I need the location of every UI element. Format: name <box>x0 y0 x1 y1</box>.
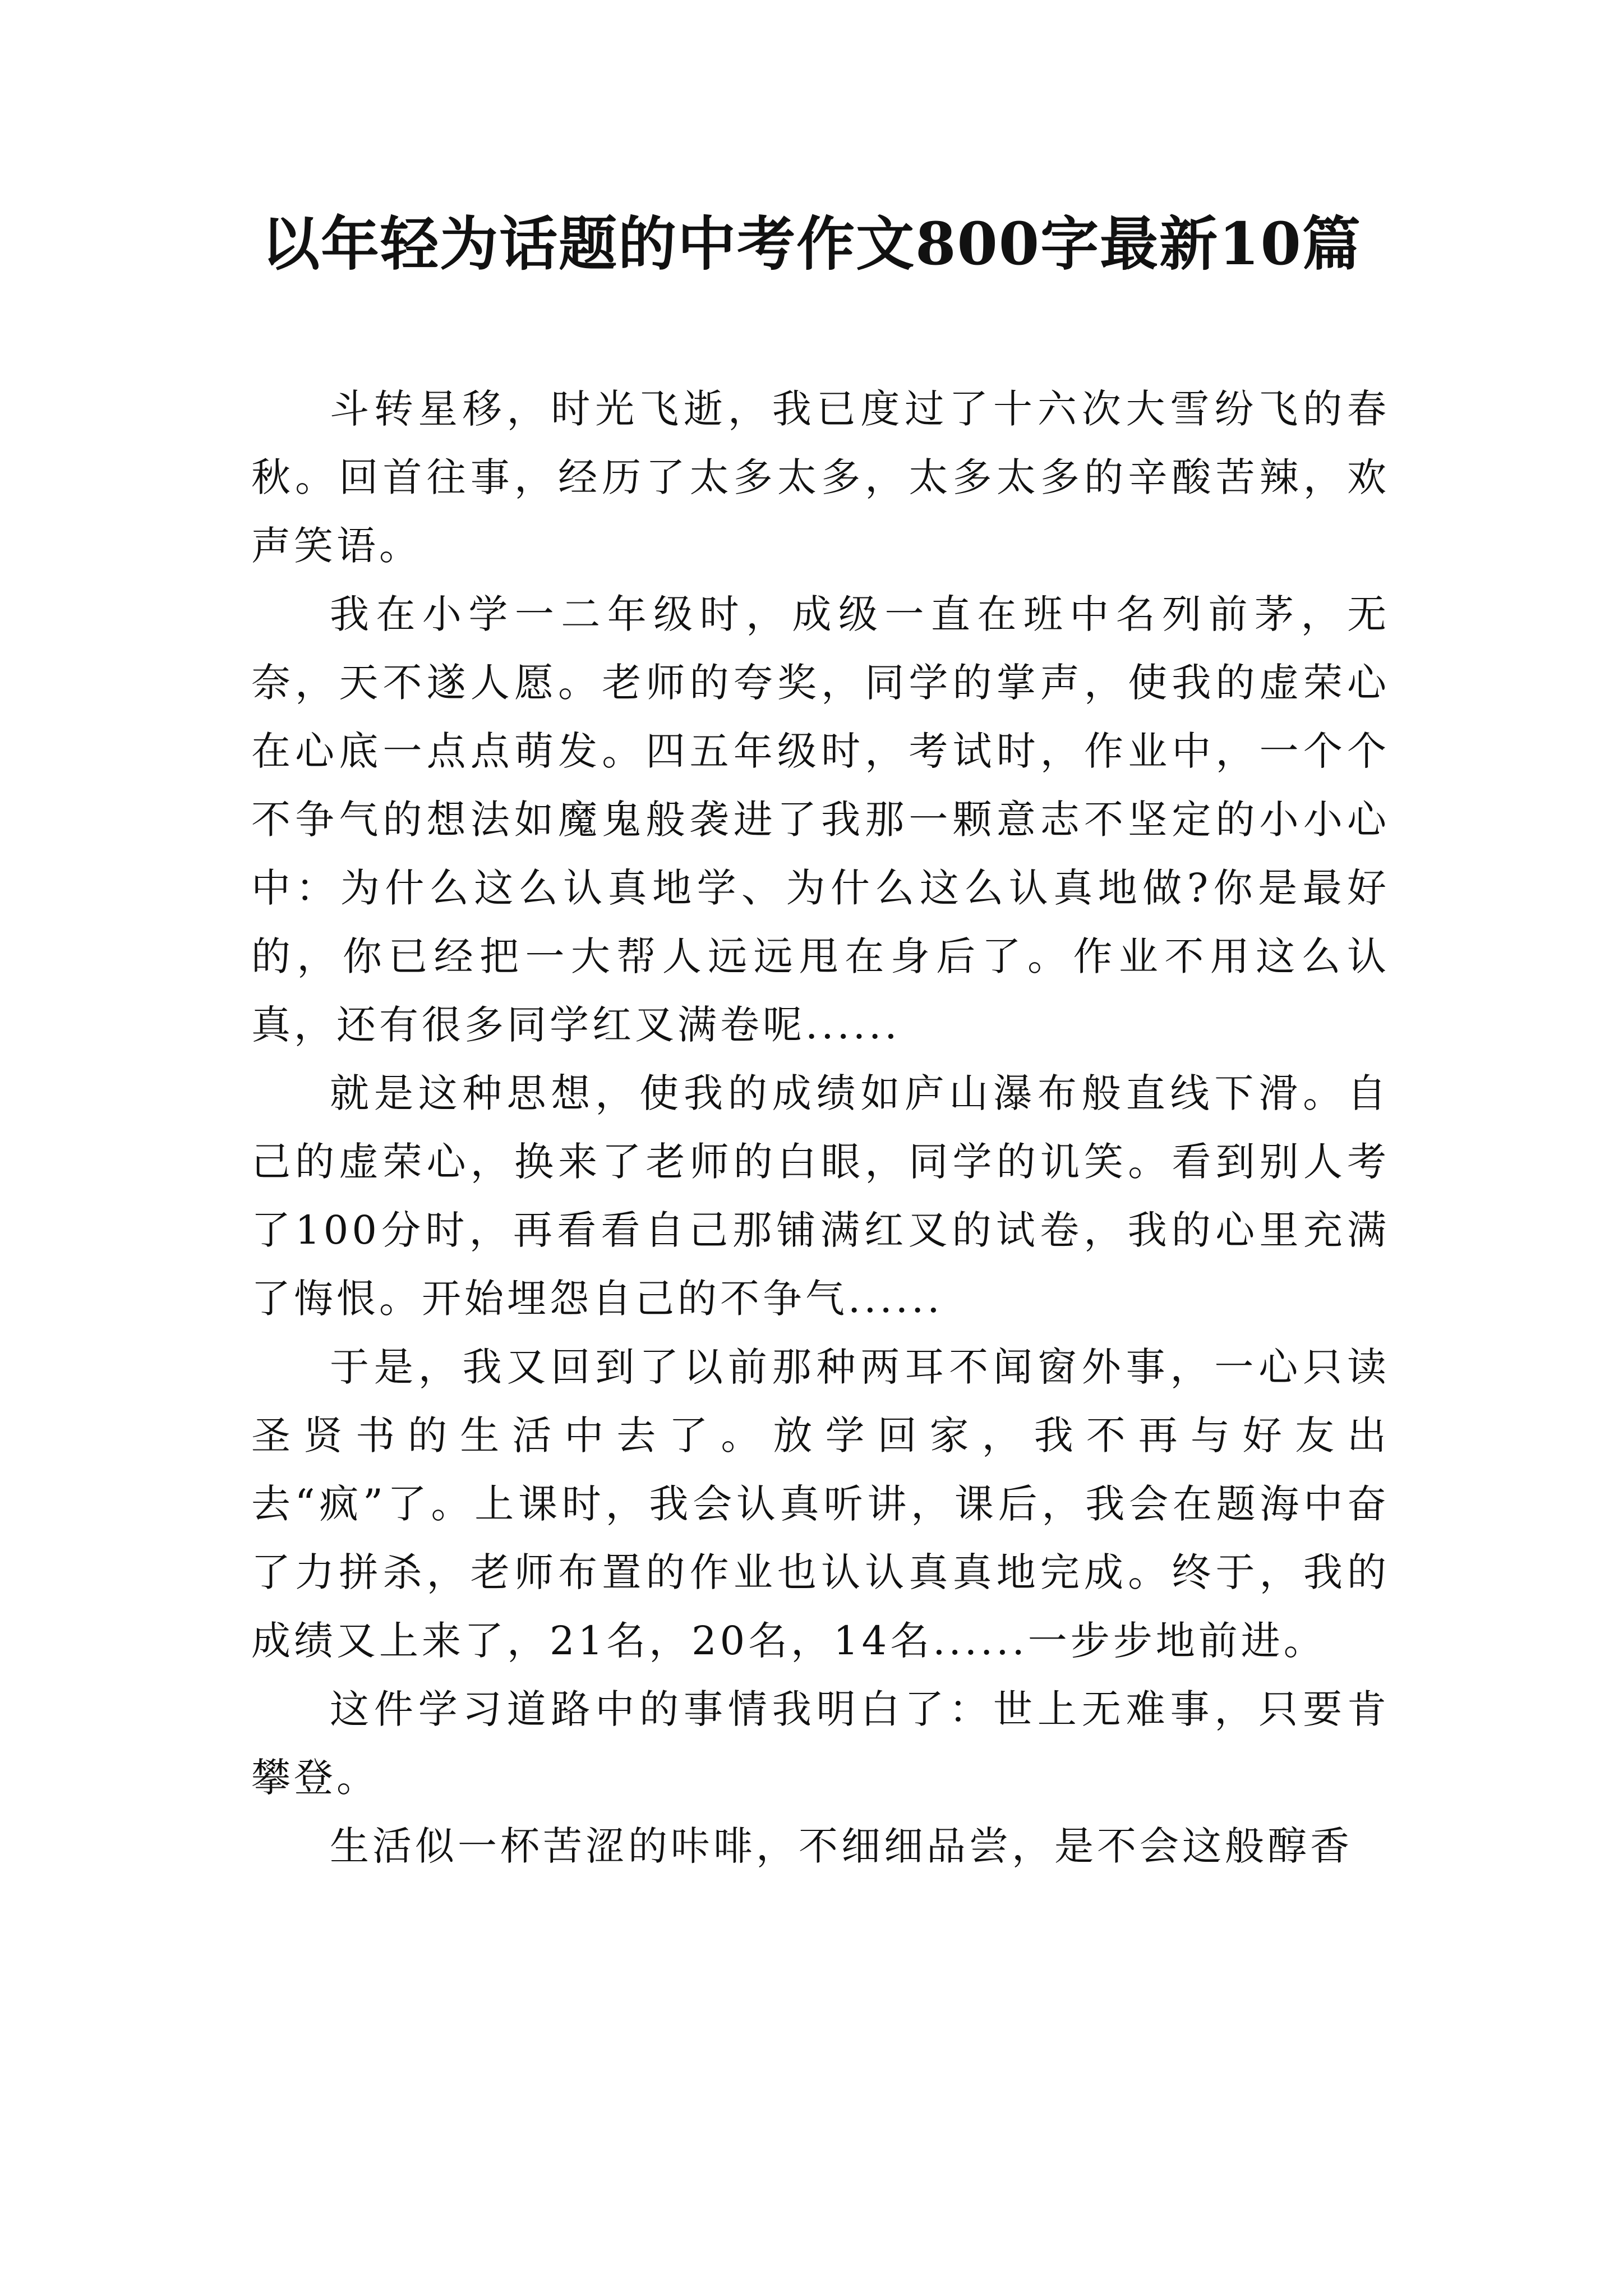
paragraph-2: 我在小学一二年级时，成级一直在班中名列前茅，无奈，天不遂人愿。老师的夸奖，同学的掌声，使我的虚荣心在心底一点点萌发。四五年级时，考试时，作业中，一个个不争气的想法如魔鬼般袭进了我那一颗意志不坚定的小小心中：为什么这么认真地学、为什么这么认真地做?你是最好的，你已经把一大帮人远远甩在身后了。作业不用这么认真，还有很多同学红叉满卷呢...... <box>251 591 1390 1048</box>
paragraph-5: 这件学习道路中的事情我明白了：世上无难事，只要肯攀登。 <box>251 1686 1390 1801</box>
paragraph-6: 生活似一杯苦涩的咔啡，不细细品尝，是不会这般醇香 <box>330 1823 1353 1869</box>
document-body <box>251 375 1390 1880</box>
document-title: 以年轻为话题的中考作文800字最新10篇 <box>261 209 1362 278</box>
paragraph-1: 斗转星移，时光飞逝，我已度过了十六次大雪纷飞的春秋。回首往事，经历了太多太多，太多太多的辛酸苦辣，欢声笑语。 <box>251 386 1390 569</box>
paragraph-4: 于是，我又回到了以前那种两耳不闻窗外事，一心只读圣贤书的生活中去了。放学回家，我不再与好友出去“疯”了。上课时，我会认真听讲，课后，我会在题海中奋了力拼杀，老师布置的作业也认认真真地完成。终于，我的成绩又上来了，21名，20名，14名......一步步地前进。 <box>251 1344 1390 1664</box>
paragraph-3: 就是这种思想，使我的成绩如庐山瀑布般直线下滑。自己的虚荣心，换来了老师的白眼，同学的讥笑。看到别人考了100分时，再看看自己那铺满红叉的试卷，我的心里充满了悔恨。开始埋怨自己的不争气...... <box>251 1070 1390 1322</box>
